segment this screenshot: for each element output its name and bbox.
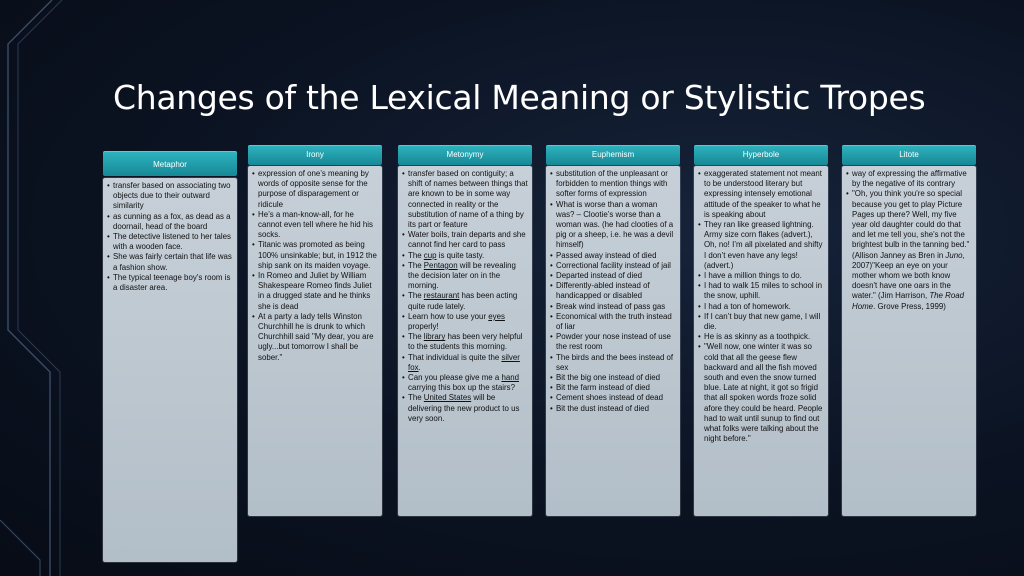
text-run: as cunning as a fox, as dead as a doornail, head of the board [113, 211, 231, 231]
text-run: The [408, 393, 424, 403]
bullet-item [402, 261, 528, 292]
column-header-metaphor: Metaphor [103, 151, 237, 176]
items-list [694, 166, 828, 444]
text-run: Bit the dust instead of died [556, 403, 649, 413]
bullet-item [252, 210, 378, 241]
bullet-item [402, 332, 528, 352]
bullet-item [698, 220, 824, 271]
text-run: Bit the farm instead of died [556, 383, 650, 393]
items-list [842, 166, 976, 312]
text-run: library [423, 332, 446, 342]
items-list [103, 178, 237, 293]
column-body-euphemism [546, 166, 680, 516]
column-body-irony [248, 166, 382, 516]
bullet-item [252, 312, 378, 363]
bullet-item [550, 251, 676, 261]
text-run: transfer based on associating two objects due to their outward similarity [113, 181, 231, 211]
column-header-hyperbole: Hyperbole [694, 145, 828, 165]
bullet-item [402, 251, 528, 261]
text-run: . [418, 362, 421, 372]
text-run: eyes [488, 311, 505, 321]
slide-title: Changes of the Lexical Meaning or Stylistic Tropes [113, 78, 926, 117]
text-run: . Grove Press, 1999) [873, 301, 946, 311]
items-list [248, 166, 382, 363]
bullet-item [550, 373, 676, 383]
text-run: She was fairly certain that life was a fashion show. [113, 252, 232, 272]
column-metaphor [103, 151, 237, 293]
bullet-item [698, 342, 824, 444]
text-run: Departed instead of died [556, 271, 642, 281]
text-run: What is worse than a woman was? – Clootie’s worse than a woman was. (he had clooties of a pig or a sheep, i.e. he was a devil himself) [556, 199, 674, 250]
text-run: Pentagon [423, 260, 458, 270]
bullet-item [698, 312, 824, 332]
bullet-item [550, 353, 676, 373]
text-run: way of expressing the affirmative by the negative of its contrary [852, 169, 967, 189]
text-run: That individual is quite the [408, 352, 502, 362]
text-run: Economical with the truth instead of liar [556, 311, 672, 332]
text-run: The [408, 332, 424, 342]
column-body-litote [842, 166, 976, 516]
bullet-item [846, 189, 972, 311]
text-run: Juno [945, 250, 963, 260]
text-run: The Road Home [852, 291, 964, 311]
bullet-item [402, 291, 528, 311]
text-run: will be revealing the decision later on in the morning. [408, 260, 516, 291]
text-run: Differently-abled instead of handicapped or disabled [556, 281, 650, 301]
text-run: Titanic was promoted as being 100% unsinkable; but, in 1912 the ship sank on its maiden voyage. [258, 240, 377, 270]
column-hyperbole [694, 145, 828, 444]
text-run: "Oh, you think you're so special because you get to play Picture Pages up there? Well, my five year old daughter could do that and let me tell you, she's not the brightest bulb in the tanning bed." (Allison Janney as Bren in [852, 189, 970, 260]
text-run: Bit the big one instead of died [556, 373, 660, 383]
bullet-item [550, 332, 676, 352]
bullet-item [252, 240, 378, 271]
text-run: will be delivering the new product to us very soon. [408, 393, 520, 423]
bullet-item [550, 200, 676, 251]
bullet-item [252, 169, 378, 210]
bullet-item [107, 181, 233, 212]
text-run: substitution of the unpleasant or forbidden to mention things with softer forms of expression [556, 169, 668, 199]
bullet-item [846, 169, 972, 189]
text-run: "Well now, one winter it was so cold that all the geese flew backward and all the fish moved south and even the snow turned blue. Late at night, it got so frigid that all spoken words froze solid afore they could be heard. People had to wait until sunup to find out what folks were talking about the night before." [704, 342, 823, 444]
text-run: He is as skinny as a toothpick. [704, 332, 811, 342]
text-run: Powder your nose instead of use the rest room [556, 332, 671, 352]
text-run: I have a million things to do. [704, 271, 802, 281]
column-header-irony: Irony [248, 145, 382, 165]
bullet-item [698, 281, 824, 301]
text-run: I had a ton of homework. [704, 301, 791, 311]
text-run: The [408, 291, 424, 301]
column-euphemism [546, 145, 680, 413]
column-metonymy [398, 145, 532, 423]
column-litote [842, 145, 976, 311]
column-header-metonymy: Metonymy [398, 145, 532, 165]
text-run: transfer based on contiguity; a shift of names between things that are known to be in some way connected in reality or the substitution of name of a thing by its part or feature [408, 169, 528, 230]
bullet-item [402, 312, 528, 332]
text-run: restaurant [423, 291, 460, 301]
bullet-item [402, 353, 528, 373]
column-irony [248, 145, 382, 362]
bullet-item [550, 404, 676, 414]
text-run: silver fox [408, 352, 520, 372]
bullet-item [107, 232, 233, 252]
text-run: In Romeo and Juliet by William Shakespeare Romeo finds Juliet in a drugged state and he thinks she is dead [258, 271, 372, 311]
bullet-item [550, 302, 676, 312]
bullet-item [402, 230, 528, 250]
column-body-metonymy [398, 166, 532, 516]
items-list [398, 166, 532, 424]
text-run: properly! [408, 322, 439, 332]
text-run: Cement shoes instead of dead [556, 393, 664, 403]
text-run: Break wind instead of pass gas [556, 301, 666, 311]
bullet-item [402, 393, 528, 424]
bullet-item [402, 373, 528, 393]
bullet-item [550, 261, 676, 271]
bullet-item [402, 169, 528, 230]
bullet-item [107, 252, 233, 272]
text-run: , 2007)"Keep an eye on your mother whom we both know doesn't have one oars in the water." (Jim Harrison, [852, 250, 965, 301]
decorative-lines [0, 0, 80, 576]
bullet-item [550, 281, 676, 301]
text-run: has been acting quite rude lately. [408, 291, 518, 311]
text-run: They ran like greased lightning. Army size corn flakes (advert.), Oh, no! I’m all pixelated and shifty I don’t even have any legs! (advert.) [704, 220, 823, 270]
text-run: He’s a man-know-all, for he cannot even tell where he hid his socks. [258, 209, 373, 240]
bullet-item [107, 273, 233, 293]
text-run: The birds and the bees instead of sex [556, 352, 674, 372]
bullet-item [550, 271, 676, 281]
text-run: carrying this box up the stairs? [408, 383, 516, 393]
column-header-euphemism: Euphemism [546, 145, 680, 165]
text-run: exaggerated statement not meant to be understood literary but expressing intensely emotional attitude of the speaker to what he is speaking about [704, 169, 822, 219]
bullet-item [550, 383, 676, 393]
text-run: The detective listened to her tales with a wooden face. [113, 232, 231, 252]
bullet-item [698, 271, 824, 281]
text-run: United States [423, 393, 472, 403]
bullet-item [107, 212, 233, 232]
text-run: Learn how to use your [408, 311, 489, 321]
column-header-litote: Litote [842, 145, 976, 165]
text-run: has been very helpful to the students this morning. [408, 332, 523, 352]
bullet-item [550, 169, 676, 200]
bullet-item [550, 393, 676, 403]
text-run: I had to walk 15 miles to school in the snow, uphill. [704, 281, 822, 301]
text-run: The typical teenage boy’s room is a disaster area. [113, 272, 231, 293]
bullet-item [698, 302, 824, 312]
text-run: Correctional facility instead of jail [556, 260, 671, 270]
bullet-item [698, 169, 824, 220]
text-run: is quite tasty. [436, 250, 485, 260]
text-run: hand [501, 373, 519, 383]
text-run: expression of one’s meaning by words of opposite sense for the purpose of disparagement or ridicule [258, 169, 369, 209]
column-body-hyperbole [694, 166, 828, 516]
text-run: Water boils, train departs and she cannot find her card to pass [408, 230, 526, 250]
column-body-metaphor [103, 178, 237, 562]
bullet-item [698, 332, 824, 342]
bullet-item [550, 312, 676, 332]
text-run: cup [423, 250, 437, 260]
text-run: If I can’t buy that new game, I will die. [704, 311, 821, 332]
bullet-item [252, 271, 378, 312]
text-run: The [408, 260, 424, 270]
text-run: The [408, 250, 424, 260]
text-run: Passed away instead of died [556, 250, 657, 260]
text-run: At a party a lady tells Winston Churchhill he is drunk to which Churchhill said "My dear, you are ugly...but tomorrow I shall be sober." [258, 311, 374, 362]
items-list [546, 166, 680, 414]
text-run: Can you please give me a [408, 373, 502, 383]
